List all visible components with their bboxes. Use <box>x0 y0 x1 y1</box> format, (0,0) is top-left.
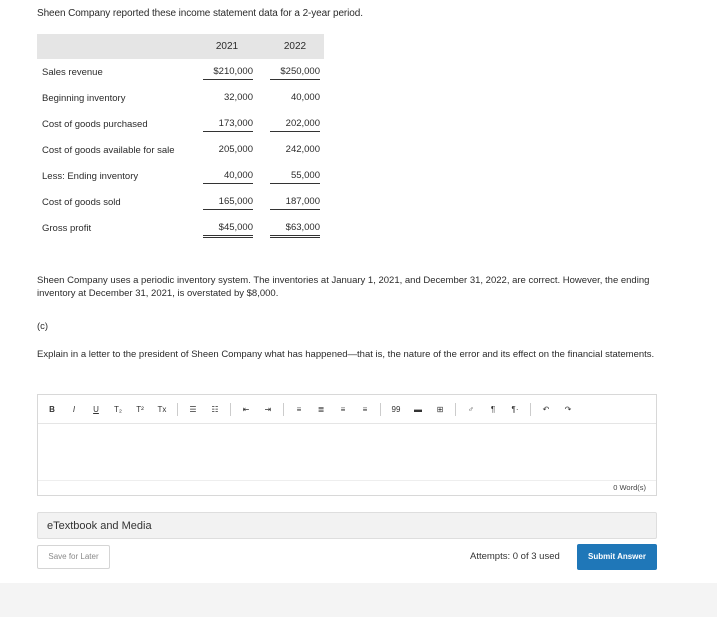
value-2021: $45,000 <box>203 222 253 238</box>
table-row <box>37 163 324 189</box>
part-label: (c) <box>37 321 49 332</box>
intro-text: Sheen Company reported these income statement data for a 2-year period. <box>37 8 363 19</box>
toolbar-separator <box>230 403 231 416</box>
income-statement-table <box>37 34 324 241</box>
value-2022: 242,000 <box>285 144 320 155</box>
answer-textarea[interactable] <box>38 424 656 481</box>
table-row <box>37 85 324 111</box>
toolbar-separator <box>380 403 381 416</box>
table-row <box>37 137 324 163</box>
value-2022: $250,000 <box>270 66 320 80</box>
row-label: Beginning inventory <box>42 93 126 104</box>
toolbar-button[interactable]: ⇤ <box>242 404 250 414</box>
toolbar-button[interactable]: ¶· <box>511 404 519 414</box>
toolbar-button[interactable]: ⇥ <box>264 404 272 414</box>
toolbar-button[interactable]: U <box>93 404 99 414</box>
table-header <box>37 34 324 59</box>
toolbar-button[interactable]: 99 <box>391 404 401 414</box>
toolbar-separator <box>530 403 531 416</box>
table-row <box>37 215 324 241</box>
value-2022: $63,000 <box>270 222 320 238</box>
attempts-text: Attempts: 0 of 3 used <box>470 551 560 562</box>
value-2022: 202,000 <box>270 118 320 132</box>
toolbar-button[interactable]: T² <box>136 404 144 414</box>
toolbar-button[interactable]: I <box>72 404 76 414</box>
row-label: Cost of goods sold <box>42 197 121 208</box>
value-2022: 187,000 <box>270 196 320 210</box>
value-2021: 40,000 <box>203 170 253 184</box>
header-2022: 2022 <box>283 41 307 52</box>
toolbar-button[interactable]: ▬ <box>414 404 422 414</box>
table-row <box>37 189 324 215</box>
value-2021: 205,000 <box>218 144 253 155</box>
row-label: Less: Ending inventory <box>42 171 139 182</box>
question-text: Explain in a letter to the president of Sheen Company what has happened—that is, the nature of the error and its effect on the financial statements. <box>37 349 655 360</box>
submit-answer-button[interactable]: Submit Answer <box>577 544 657 570</box>
header-2021: 2021 <box>215 41 239 52</box>
save-for-later-button[interactable]: Save for Later <box>37 545 110 569</box>
toolbar-button[interactable]: ⊞ <box>436 404 444 414</box>
toolbar-button[interactable]: Tx <box>157 404 167 414</box>
toolbar-button[interactable]: ≡ <box>340 404 346 414</box>
row-label: Cost of goods purchased <box>42 119 148 130</box>
table-row <box>37 111 324 137</box>
scenario-text: Sheen Company uses a periodic inventory system. The inventories at January 1, 2021, and December 31, 2022, are correct. However, the ending inventory at December 31, 2021, is overstated by $8,000. <box>37 275 650 299</box>
toolbar-button[interactable]: ☰ <box>189 404 197 414</box>
toolbar-button[interactable]: ≡ <box>296 404 302 414</box>
row-label: Cost of goods available for sale <box>42 145 175 156</box>
answer-editor <box>37 394 657 496</box>
toolbar-button[interactable]: ♂ <box>468 404 474 414</box>
toolbar-separator <box>177 403 178 416</box>
table-row <box>37 59 324 85</box>
editor-toolbar <box>38 395 656 424</box>
word-count: 0 Word(s) <box>613 483 646 492</box>
value-2022: 55,000 <box>270 170 320 184</box>
toolbar-separator <box>283 403 284 416</box>
toolbar-button[interactable]: T₂ <box>114 404 122 414</box>
value-2021: 165,000 <box>203 196 253 210</box>
value-2022: 40,000 <box>290 92 320 103</box>
toolbar-button[interactable]: ☷ <box>211 404 219 414</box>
toolbar-button[interactable]: ↶ <box>542 404 550 414</box>
toolbar-button[interactable]: B <box>49 404 55 414</box>
toolbar-button[interactable]: ¶ <box>490 404 496 414</box>
toolbar-button[interactable]: ↷ <box>564 404 572 414</box>
row-label: Sales revenue <box>42 67 103 78</box>
value-2021: $210,000 <box>203 66 253 80</box>
row-label: Gross profit <box>42 223 92 234</box>
toolbar-button[interactable]: ≣ <box>317 404 325 414</box>
value-2021: 173,000 <box>203 118 253 132</box>
etextbook-media-panel[interactable]: eTextbook and Media <box>37 512 657 539</box>
value-2021: 32,000 <box>223 92 253 103</box>
toolbar-button[interactable]: ≡ <box>362 404 368 414</box>
toolbar-separator <box>455 403 456 416</box>
